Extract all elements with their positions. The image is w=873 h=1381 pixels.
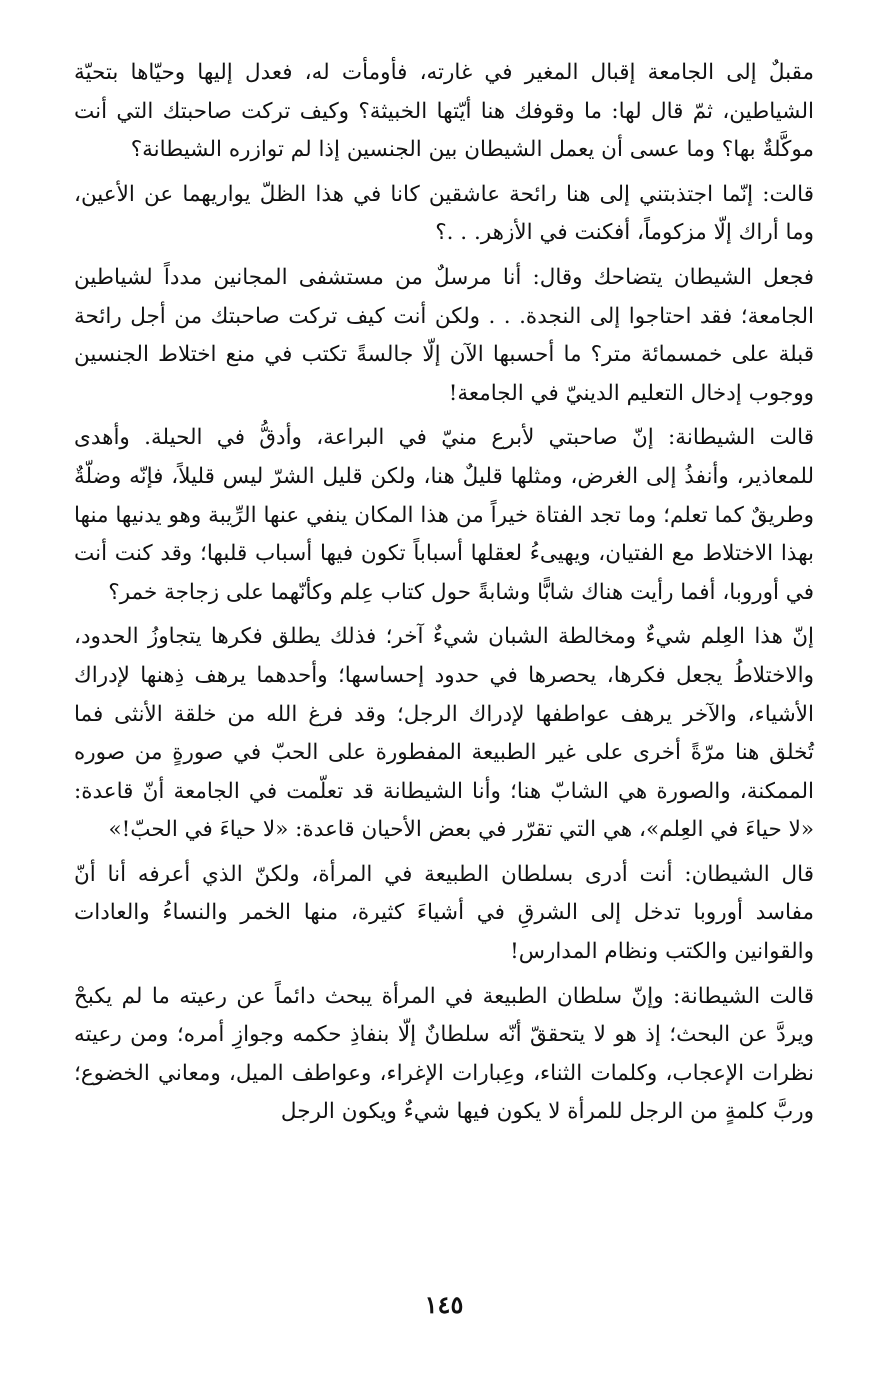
book-page bbox=[74, 54, 814, 1354]
paragraph-5: إنّ هذا العِلم شيءٌ ومخالطة الشبان شيءٌ آخر؛ فذلك يطلق فكرها يتجاوزُ الحدود، والاختلاطُ يجعل فكرها، يحصرها في حدود إحساسها؛ وأحدهما يرهف ذِهنها لإدراك الأشياء، والآخر يرهف عواطفها لإدراك الرجل؛ وقد فرغ الله من خلقة الأنثى فما تُخلق هنا مرّةً أخرى على غير الطبيعة المفطورة على الحبّ في صورةٍ من صوره الممكنة، والصورة هي الشابّ هنا؛ وأنا الشيطانة قد تعلّمت في الجامعة أنّ قاعدة: «لا حياءَ في العِلم»، هي التي تقرّر في بعض الأحيان قاعدة: «لا حياءَ في الحبّ!» bbox=[74, 624, 814, 843]
paragraph-2: قالت: إنّما اجتذبتني إلى هنا رائحة عاشقين كانا في هذا الظلّ يواريهما عن الأعين، وما أراك إلّا مزكوماً، أفكنت في الأزهر. . .؟ bbox=[74, 181, 814, 246]
paragraph-3: فجعل الشيطان يتضاحك وقال: أنا مرسلٌ من مستشفى المجانين مدداً لشياطين الجامعة؛ فقد احتاجوا إلى النجدة. . . ولكن أنت كيف تركت صاحبتك من أجل رائحة قبلة على خمسمائة متر؟ ما أحسبها الآن إلّا جالسةً تكتب في منع اختلاط الجنسين ووجوب إدخال التعليم الدينيّ في الجامعة! bbox=[74, 264, 814, 406]
page-body-text bbox=[74, 54, 814, 1132]
paragraph-1: مقبلٌ إلى الجامعة إقبال المغير في غارته، فأومأت له، فعدل إليها وحيّاها بتحيّة الشياطين، ثمّ قال لها: ما وقوفك هنا أيّتها الخبيثة؟ وكيف تركت صاحبتك التي أنت موكَّلةٌ بها؟ وما عسى أن يعمل الشيطان بين الجنسين إذا لم توازره الشيطانة؟ bbox=[74, 60, 814, 163]
paragraph-4: قالت الشيطانة: إنّ صاحبتي لأبرع منيّ في البراعة، وأدقُّ في الحيلة. وأهدى للمعاذير، وأنفذُ إلى الغرض، ومثلها قليلٌ هنا، ولكن قليل الشرّ ليس قليلاً، فإنّه وضلّةٌ وطريقٌ كما تعلم؛ وما تجد الفتاة خيراً من هذا المكان ينفي عنها الرِّيبة وهو يدنيها منها بهذا الاختلاط مع الفتيان، ويهيىءُ لعقلها أسباباً تكون فيها أسباب قلبها؛ وقد كنت أنت في أوروبا، أفما رأيت هناك شابًّا وشابةً حول كتاب عِلم وكأنّهما على زجاجة خمر؟ bbox=[74, 425, 814, 605]
paragraph-7: قالت الشيطانة: وإنّ سلطان الطبيعة في المرأة يبحث دائماً عن رعيته ما لم يكبحْ ويردَّ عن البحث؛ إذ هو لا يتحققّ أنّه سلطانٌ إلّا بنفاذِ حكمه وجوازِ أمره؛ ومن رعيته نظرات الإعجاب، وكلمات الثناء، وعِبارات الإغراء، وعواطف الميل، ومعاني الخضوع؛ وربَّ كلمةٍ من الرجل للمرأة لا يكون فيها شيءٌ ويكون الرجل bbox=[74, 983, 814, 1125]
paragraph-6: قال الشيطان: أنت أدرى بسلطان الطبيعة في المرأة، ولكنّ الذي أعرفه أنا أنّ مفاسد أوروبا تدخل إلى الشرقِ في أشياءَ كثيرة، منها الخمر والنساءُ والعادات والقوانين والكتب ونظام المدارس! bbox=[74, 861, 814, 965]
page-number: ١٤٥ bbox=[424, 1290, 464, 1319]
